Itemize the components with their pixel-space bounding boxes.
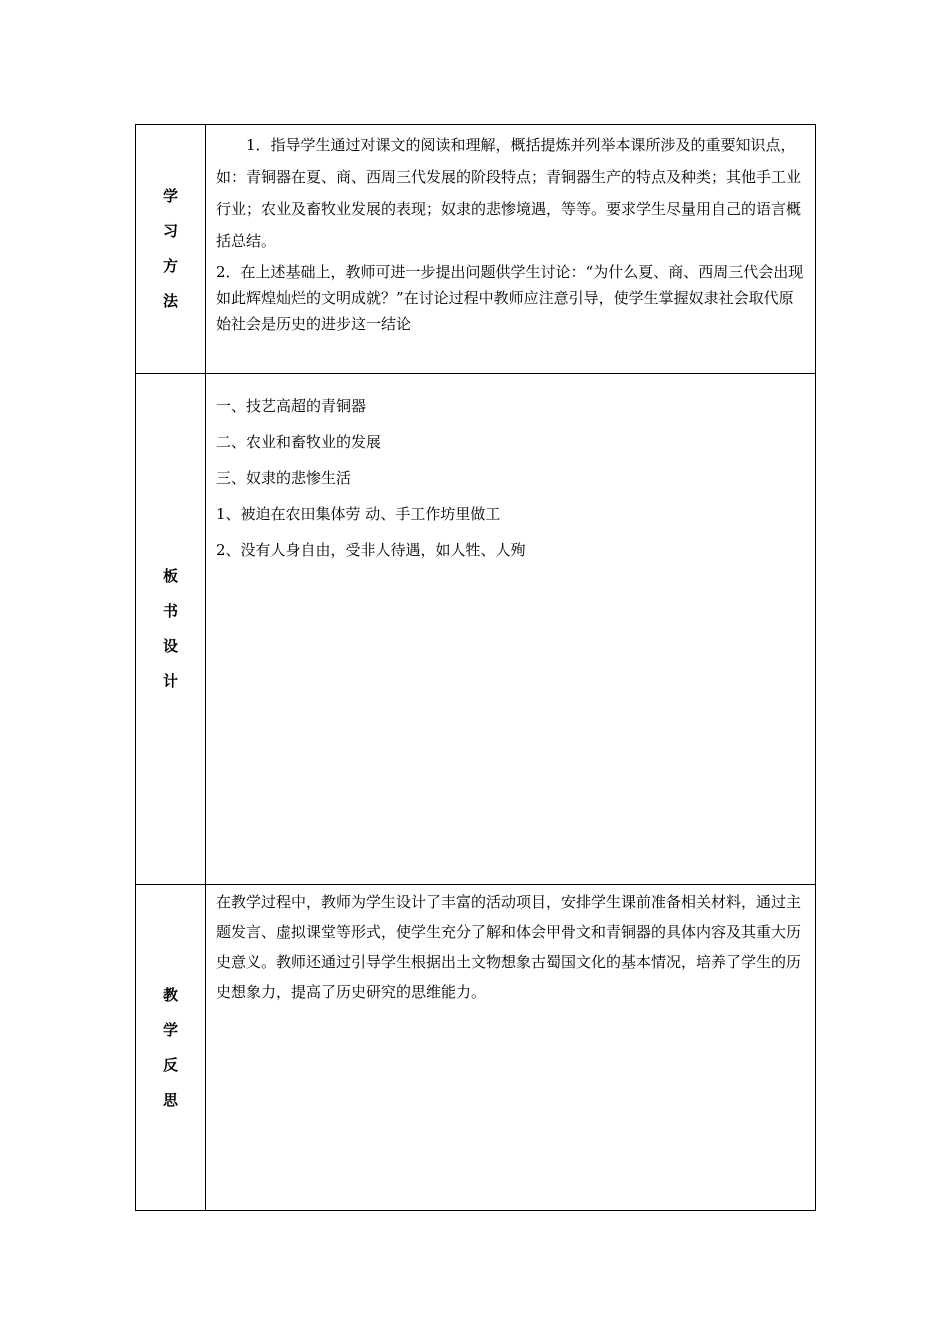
reflection-text: 在教学过程中，教师为学生设计了丰富的活动项目，安排学生课前准备相关材料，通过主题发言、虚拟课堂等形式，使学生充分了解和体会甲骨文和青铜器的具体内容及其重大历史意义。教师还通过引导学生根据出土文物想象古蜀国文化的基本情况，培养了学生的历史想象力，提高了历史研究的思维能力。 <box>216 893 802 1001</box>
content-learning-method <box>206 125 815 373</box>
label-char: 思 <box>162 1091 178 1109</box>
label-char: 方 <box>162 257 178 275</box>
label-char: 计 <box>162 672 178 690</box>
board-line: 1、被迫在农田集体劳 动、手工作坊里做工 <box>216 505 501 523</box>
row-board-design <box>136 373 815 884</box>
method-paragraph-1: 1．指导学生通过对课文的阅读和理解，概括提炼并列举本课所涉及的重要知识点，如：青铜器在夏、商、西周三代发展的阶段特点；青铜器生产的特点及种类；其他手工业行业；农业及畜牧业发展的表现；奴隶的悲惨境遇，等等。要求学生尽量用自己的语言概括总结。 <box>216 136 802 250</box>
label-char: 习 <box>162 222 178 240</box>
label-char: 设 <box>162 637 178 655</box>
method-paragraph-2: 2．在上述基础上，教师可进一步提出问题供学生讨论：“为什么夏、商、西周三代会出现如此辉煌灿烂的文明成就？”在讨论过程中教师应注意引导，使学生掌握奴隶社会取代原始社会是历史的进步这一结论 <box>216 263 804 333</box>
label-char: 学 <box>162 1021 178 1039</box>
label-char: 板 <box>162 567 178 585</box>
label-learning-method <box>136 125 206 373</box>
label-teaching-reflection <box>136 885 206 1211</box>
row-learning-method <box>136 125 815 373</box>
lesson-plan-table <box>135 124 816 1211</box>
label-char: 学 <box>162 187 178 205</box>
board-line: 2、没有人身自由，受非人待遇，如人牲、人殉 <box>216 541 526 559</box>
content-teaching-reflection <box>206 885 815 1211</box>
content-board-design <box>206 374 815 884</box>
label-char: 法 <box>162 292 178 310</box>
label-char: 教 <box>162 986 178 1004</box>
label-char: 反 <box>162 1056 178 1074</box>
board-line: 一、技艺高超的青铜器 <box>216 397 367 415</box>
label-board-design <box>136 374 206 884</box>
label-char: 书 <box>162 602 178 620</box>
board-line: 三、奴隶的悲惨生活 <box>216 469 352 487</box>
board-line: 二、农业和畜牧业的发展 <box>216 433 382 451</box>
row-teaching-reflection <box>136 884 815 1211</box>
